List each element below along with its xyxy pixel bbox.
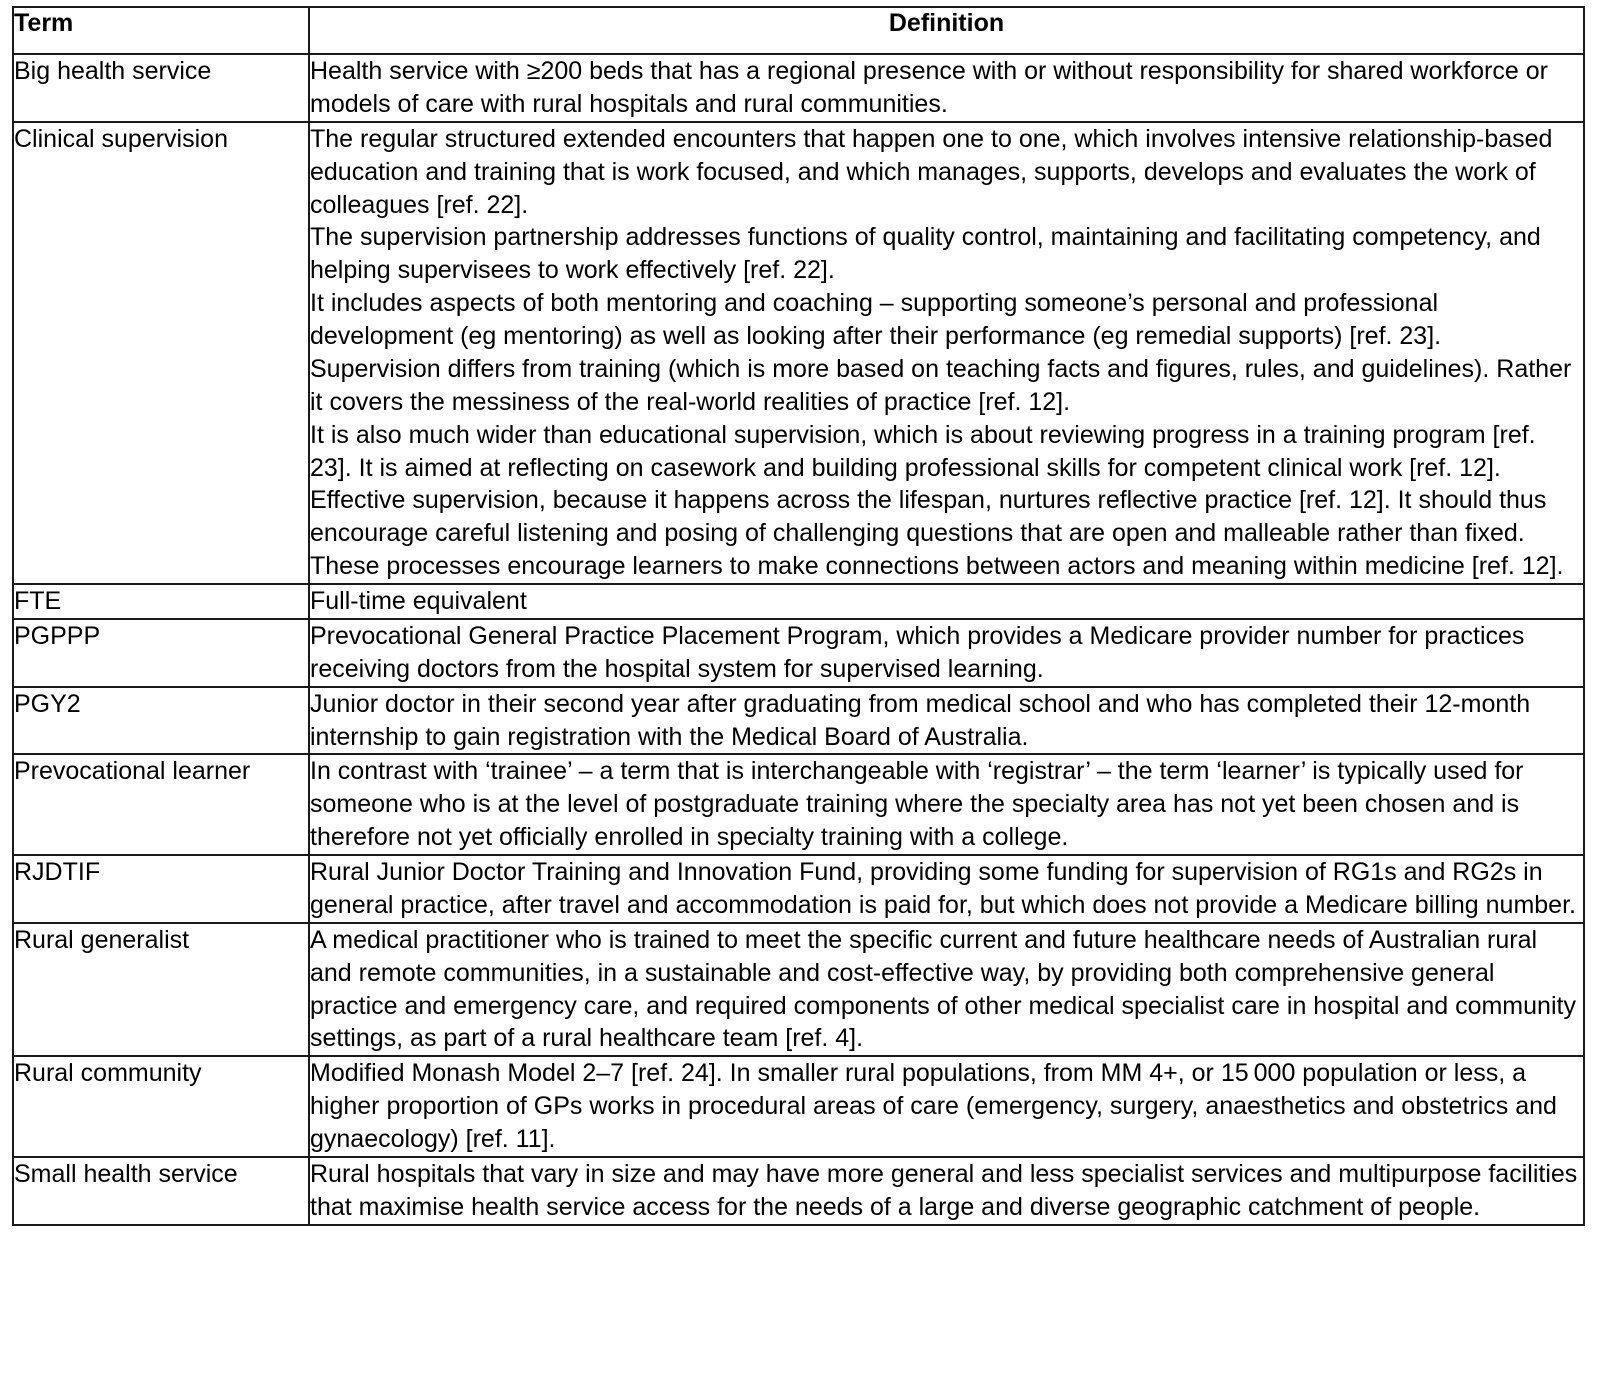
table-row bbox=[13, 619, 1584, 687]
definition-cell bbox=[309, 619, 1584, 687]
definition-paragraph: Rural Junior Doctor Training and Innovation Fund, providing some funding for supervision of RG1s and RG2s in general practice, after travel and accommodation is paid for, but which does not provide a Medicare billing number. bbox=[310, 858, 1576, 919]
definition-cell bbox=[309, 687, 1584, 755]
definition-cell bbox=[309, 122, 1584, 584]
table-row bbox=[13, 1157, 1584, 1225]
table-row bbox=[13, 687, 1584, 755]
definition-paragraph: Junior doctor in their second year after graduating from medical school and who has completed their 12-month internship to gain registration with the Medical Board of Australia. bbox=[310, 689, 1531, 751]
table-row bbox=[13, 855, 1584, 923]
term-cell: FTE bbox=[13, 584, 309, 619]
definition-cell bbox=[309, 754, 1584, 855]
glossary-table bbox=[12, 6, 1585, 1226]
table-row bbox=[13, 122, 1584, 584]
table-body bbox=[13, 54, 1584, 1225]
definition-paragraph: Supervision differs from training (which is more based on teaching facts and figures, rules, and guidelines). Rather it covers the messiness of the real-world realities of practice [ref. 12]. bbox=[310, 354, 1572, 416]
definition-paragraph: In contrast with ‘trainee’ – a term that is interchangeable with ‘registrar’ – the term ‘learner’ is typically used for someone who is at the level of postgraduate training where the specialty area has not yet been chosen and is therefore not yet officially enrolled in specialty training with a college. bbox=[310, 757, 1524, 852]
definition-cell bbox=[309, 855, 1584, 923]
column-header-definition: Definition bbox=[309, 7, 1584, 54]
definition-paragraph: The supervision partnership addresses functions of quality control, maintaining and facilitating competency, and helping supervisees to work effectively [ref. 22]. bbox=[310, 223, 1541, 285]
term-cell: Rural generalist bbox=[13, 923, 309, 1057]
term-cell: PGPPP bbox=[13, 619, 309, 687]
definition-cell bbox=[309, 1157, 1584, 1225]
column-header-term: Term bbox=[13, 7, 309, 54]
definition-paragraph: Prevocational General Practice Placement Program, which provides a Medicare provider number for practices receiving doctors from the hospital system for supervised learning. bbox=[310, 621, 1525, 683]
table-row bbox=[13, 1056, 1584, 1157]
definition-paragraph: The regular structured extended encounters that happen one to one, which involves intensive relationship-based education and training that is work focused, and which manages, supports, develops and evaluates the work of colleagues [ref. 22]. bbox=[310, 124, 1553, 219]
definition-paragraph: Rural hospitals that vary in size and may have more general and less specialist services and multipurpose facilities that maximise health service access for the needs of a large and diverse geographic catchment of people. bbox=[310, 1159, 1578, 1221]
table-row bbox=[13, 54, 1584, 122]
definition-paragraph: Effective supervision, because it happens across the lifespan, nurtures reflective practice [ref. 12]. It should thus encourage careful listening and posing of challenging questions that are open and malleable rather than fixed. These processes encourage learners to make connections between actors and meaning within medicine [ref. 12]. bbox=[310, 486, 1564, 581]
definition-paragraph: It is also much wider than educational supervision, which is about reviewing progress in a training program [ref. 23]. It is aimed at reflecting on casework and building professional skills for competent clinical work [ref. 12]. bbox=[310, 420, 1536, 482]
definition-cell bbox=[309, 584, 1584, 619]
term-cell: Clinical supervision bbox=[13, 122, 309, 584]
definition-cell bbox=[309, 54, 1584, 122]
table-row bbox=[13, 754, 1584, 855]
definition-cell bbox=[309, 1056, 1584, 1157]
term-cell: Prevocational learner bbox=[13, 754, 309, 855]
table-header-row bbox=[13, 7, 1584, 54]
table-row bbox=[13, 584, 1584, 619]
definition-paragraph: Full-time equivalent bbox=[310, 587, 527, 615]
table-row bbox=[13, 923, 1584, 1057]
definition-paragraph: A medical practitioner who is trained to meet the specific current and future healthcare needs of Australian rural and remote communities, in a sustainable and cost-effective way, by providing both comprehensive general practice and emergency care, and required components of other medical specialist care in hospital and community settings, as part of a rural healthcare team [ref. 4]. bbox=[310, 925, 1576, 1053]
term-cell: Rural community bbox=[13, 1056, 309, 1157]
term-cell: RJDTIF bbox=[13, 855, 309, 923]
definition-paragraph: Modified Monash Model 2–7 [ref. 24]. In smaller rural populations, from MM 4+, or 15 000 population or less, a higher proportion of GPs works in procedural areas of care (emergency, surgery, anaesthetics and obstetrics and gynaecology) [ref. 11]. bbox=[310, 1059, 1557, 1153]
table-header bbox=[13, 7, 1584, 54]
definition-paragraph: It includes aspects of both mentoring and coaching – supporting someone’s personal and professional development (eg mentoring) as well as looking after their performance (eg remedial supports) [ref. 23]. bbox=[310, 289, 1442, 350]
definition-paragraph: Health service with ≥200 beds that has a regional presence with or without responsibility for shared workforce or models of care with rural hospitals and rural communities. bbox=[310, 57, 1548, 118]
term-cell: Small health service bbox=[13, 1157, 309, 1225]
definition-cell bbox=[309, 923, 1584, 1057]
term-cell: PGY2 bbox=[13, 687, 309, 755]
term-cell: Big health service bbox=[13, 54, 309, 122]
